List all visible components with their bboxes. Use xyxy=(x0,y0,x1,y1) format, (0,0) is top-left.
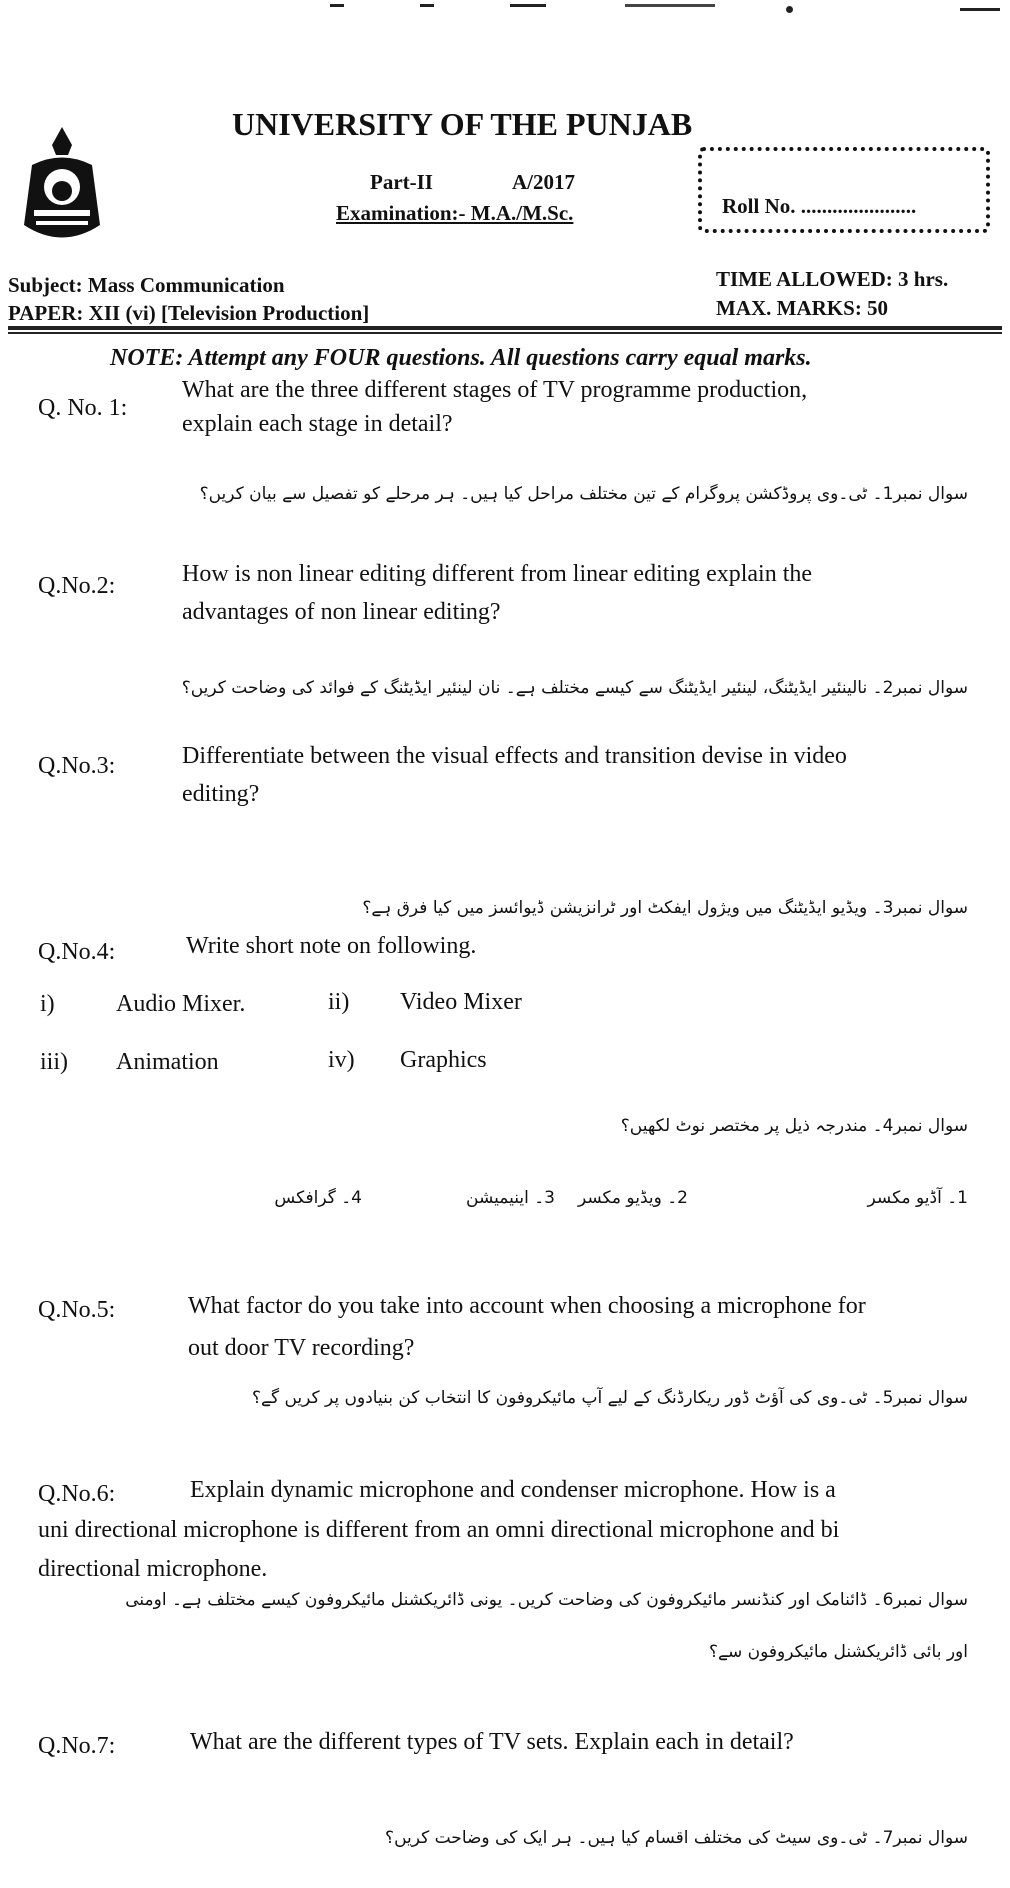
roll-number-field[interactable]: Roll No. ...................... xyxy=(722,194,917,218)
item-text: Audio Mixer. xyxy=(116,991,246,1017)
instructions-note: NOTE: Attempt any FOUR questions. All questions carry equal marks. xyxy=(110,345,812,371)
university-crest-logo xyxy=(12,125,112,250)
item-number: iv) xyxy=(328,1047,355,1073)
header-divider-thin xyxy=(8,332,1002,334)
question-5-text: out door TV recording? xyxy=(188,1335,415,1361)
question-1-text: What are the three different stages of TV programme production, xyxy=(182,377,808,403)
item-text: Graphics xyxy=(400,1047,487,1073)
header-divider xyxy=(8,326,1002,330)
time-allowed: TIME ALLOWED: 3 hrs. xyxy=(716,267,949,291)
urdu-item: 4۔ گرافکس xyxy=(274,1188,362,1208)
question-3-text: Differentiate between the visual effects and transition devise in video xyxy=(182,743,847,769)
question-3-urdu: سوال نمبر3۔ ویڈیو ایڈیٹنگ میں ویژول ایفکٹ اور ٹرانزیشن ڈیوائسز میں کیا فرق ہے؟ xyxy=(362,898,968,918)
question-4-number: Q.No.4: xyxy=(38,939,116,965)
examination-label: Examination:- M.A./M.Sc. xyxy=(336,201,574,225)
question-7-number: Q.No.7: xyxy=(38,1733,116,1759)
item-text: Animation xyxy=(116,1049,219,1075)
max-marks: MAX. MARKS: 50 xyxy=(716,296,889,320)
question-1-text: explain each stage in detail? xyxy=(182,411,453,437)
question-7-urdu: سوال نمبر7۔ ٹی۔وی سیٹ کی مختلف اقسام کیا ہیں۔ ہر ایک کی وضاحت کریں؟ xyxy=(385,1828,968,1848)
question-2-urdu: سوال نمبر2۔ نالینئیر ایڈیٹنگ، لینئیر ایڈیٹنگ سے کیسے مختلف ہے۔ نان لینئیر ایڈیٹنگ کے فوائد کی وضاحت کریں؟ xyxy=(181,678,968,698)
roll-number-box xyxy=(698,147,990,233)
part-label: Part-II xyxy=(370,170,433,194)
question-6-text: Explain dynamic microphone and condenser microphone. How is a xyxy=(190,1477,836,1503)
question-5-urdu: سوال نمبر5۔ ٹی۔وی کی آؤٹ ڈور ریکارڈنگ کے لیے آپ مائیکروفون کا انتخاب کن بنیادوں پر کریں گے؟ xyxy=(251,1388,968,1408)
question-4-urdu: سوال نمبر4۔ مندرجہ ذیل پر مختصر نوٹ لکھیں؟ xyxy=(620,1116,968,1136)
question-3-text: editing? xyxy=(182,781,260,807)
question-6-text: directional microphone. xyxy=(38,1556,268,1582)
question-6-urdu: اور بائی ڈائریکشنل مائیکروفون سے؟ xyxy=(708,1642,968,1662)
urdu-item: 2۔ ویڈیو مکسر xyxy=(577,1188,688,1208)
urdu-item: 1۔ آڈیو مکسر xyxy=(867,1188,968,1208)
question-2-text: How is non linear editing different from linear editing explain the xyxy=(182,561,813,587)
item-text: Video Mixer xyxy=(400,989,522,1015)
question-2-number: Q.No.2: xyxy=(38,573,116,599)
question-1-number: Q. No. 1: xyxy=(38,395,128,421)
item-number: ii) xyxy=(328,989,350,1015)
paper-label: PAPER: XII (vi) [Television Production] xyxy=(8,301,370,325)
question-5-text: What factor do you take into account when choosing a microphone for xyxy=(188,1293,866,1319)
university-title: UNIVERSITY OF THE PUNJAB xyxy=(232,106,693,142)
urdu-item: 3۔ اینیمیشن xyxy=(466,1188,555,1208)
question-3-number: Q.No.3: xyxy=(38,753,116,779)
question-1-urdu: سوال نمبر1۔ ٹی۔وی پروڈکشن پروگرام کے تین مختلف مراحل کیا ہیں۔ ہر مرحلے کو تفصیل سے بیان کریں؟ xyxy=(199,484,968,504)
subject-label: Subject: Mass Communication xyxy=(8,273,285,297)
question-5-number: Q.No.5: xyxy=(38,1297,116,1323)
scan-marks xyxy=(330,0,1000,14)
question-6-number: Q.No.6: xyxy=(38,1481,116,1507)
question-7-text: What are the different types of TV sets. Explain each in detail? xyxy=(190,1729,794,1755)
question-6-text: uni directional microphone is different from an omni directional microphone and bi xyxy=(38,1517,840,1543)
question-6-urdu: سوال نمبر6۔ ڈائنامک اور کنڈنسر مائیکروفون کی وضاحت کریں۔ یونی ڈائریکشنل مائیکروفون کیسے مختلف ہے۔ اومنی xyxy=(125,1590,968,1610)
question-4-text: Write short note on following. xyxy=(186,933,477,959)
question-2-text: advantages of non linear editing? xyxy=(182,599,501,625)
session-label: A/2017 xyxy=(512,170,575,194)
item-number: iii) xyxy=(40,1049,68,1075)
item-number: i) xyxy=(40,991,55,1017)
